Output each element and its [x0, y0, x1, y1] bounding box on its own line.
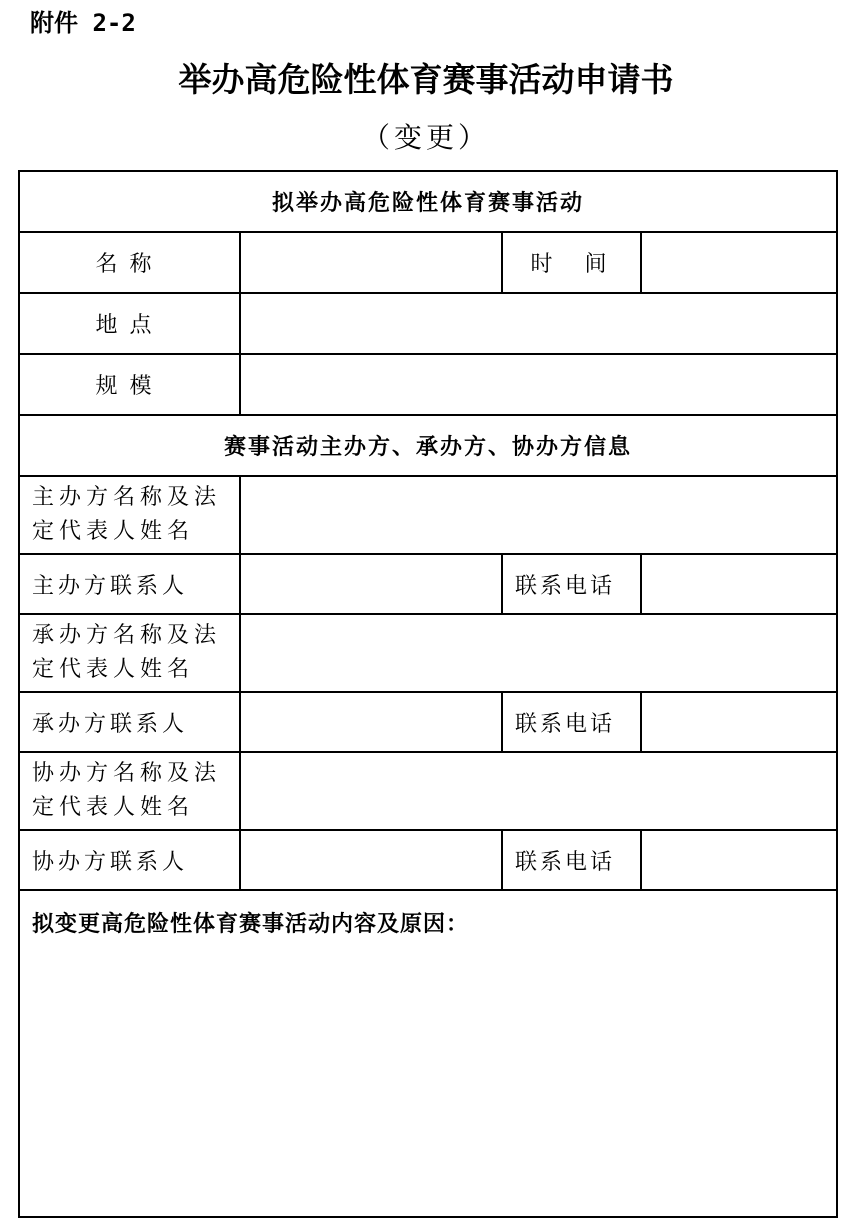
co-organizer-name-label: 协办方名称及法定代表人姓名	[19, 752, 240, 830]
application-form-table	[18, 170, 838, 1218]
co-organizer-phone-label: 联系电话	[502, 830, 641, 890]
organizer-name-row	[19, 614, 837, 692]
organizer-phone-label: 联系电话	[502, 692, 641, 752]
co-organizer-name-field[interactable]	[240, 752, 837, 830]
organizer-contact-row	[19, 692, 837, 752]
event-location-field[interactable]	[240, 293, 837, 354]
host-contact-label: 主办方联系人	[19, 554, 240, 614]
section1-header: 拟举办高危险性体育赛事活动	[19, 171, 837, 232]
organizer-name-field[interactable]	[240, 614, 837, 692]
change-reason-row	[19, 890, 837, 1217]
host-phone-label: 联系电话	[502, 554, 641, 614]
host-phone-field[interactable]	[641, 554, 837, 614]
event-time-field[interactable]	[641, 232, 837, 293]
name-row	[19, 232, 837, 293]
co-organizer-contact-label: 协办方联系人	[19, 830, 240, 890]
scale-row	[19, 354, 837, 415]
host-name-label: 主办方名称及法定代表人姓名	[19, 476, 240, 554]
co-organizer-name-row	[19, 752, 837, 830]
co-organizer-phone-field[interactable]	[641, 830, 837, 890]
document-title: 举办高危险性体育赛事活动申请书	[178, 60, 674, 99]
host-contact-field[interactable]	[240, 554, 502, 614]
section2-header: 赛事活动主办方、承办方、协办方信息	[19, 415, 837, 476]
event-scale-field[interactable]	[240, 354, 837, 415]
co-organizer-contact-field[interactable]	[240, 830, 502, 890]
organizer-phone-field[interactable]	[641, 692, 837, 752]
host-name-row	[19, 476, 837, 554]
organizer-name-label: 承办方名称及法定代表人姓名	[19, 614, 240, 692]
organizer-contact-label: 承办方联系人	[19, 692, 240, 752]
location-row	[19, 293, 837, 354]
change-reason-label: 拟变更高危险性体育赛事活动内容及原因：	[32, 911, 470, 937]
document-subtitle: （变更）	[361, 121, 490, 154]
section2-header-row	[19, 415, 837, 476]
event-name-label: 名称	[19, 232, 240, 293]
organizer-contact-field[interactable]	[240, 692, 502, 752]
host-name-field[interactable]	[240, 476, 837, 554]
event-scale-label: 规模	[19, 354, 240, 415]
section1-header-row	[19, 171, 837, 232]
annex-label: 附件 2-2	[30, 9, 136, 37]
event-time-label: 时 间	[502, 232, 641, 293]
event-location-label: 地点	[19, 293, 240, 354]
event-name-field[interactable]	[240, 232, 502, 293]
co-organizer-contact-row	[19, 830, 837, 890]
host-contact-row	[19, 554, 837, 614]
change-reason-field[interactable]	[19, 890, 837, 1217]
